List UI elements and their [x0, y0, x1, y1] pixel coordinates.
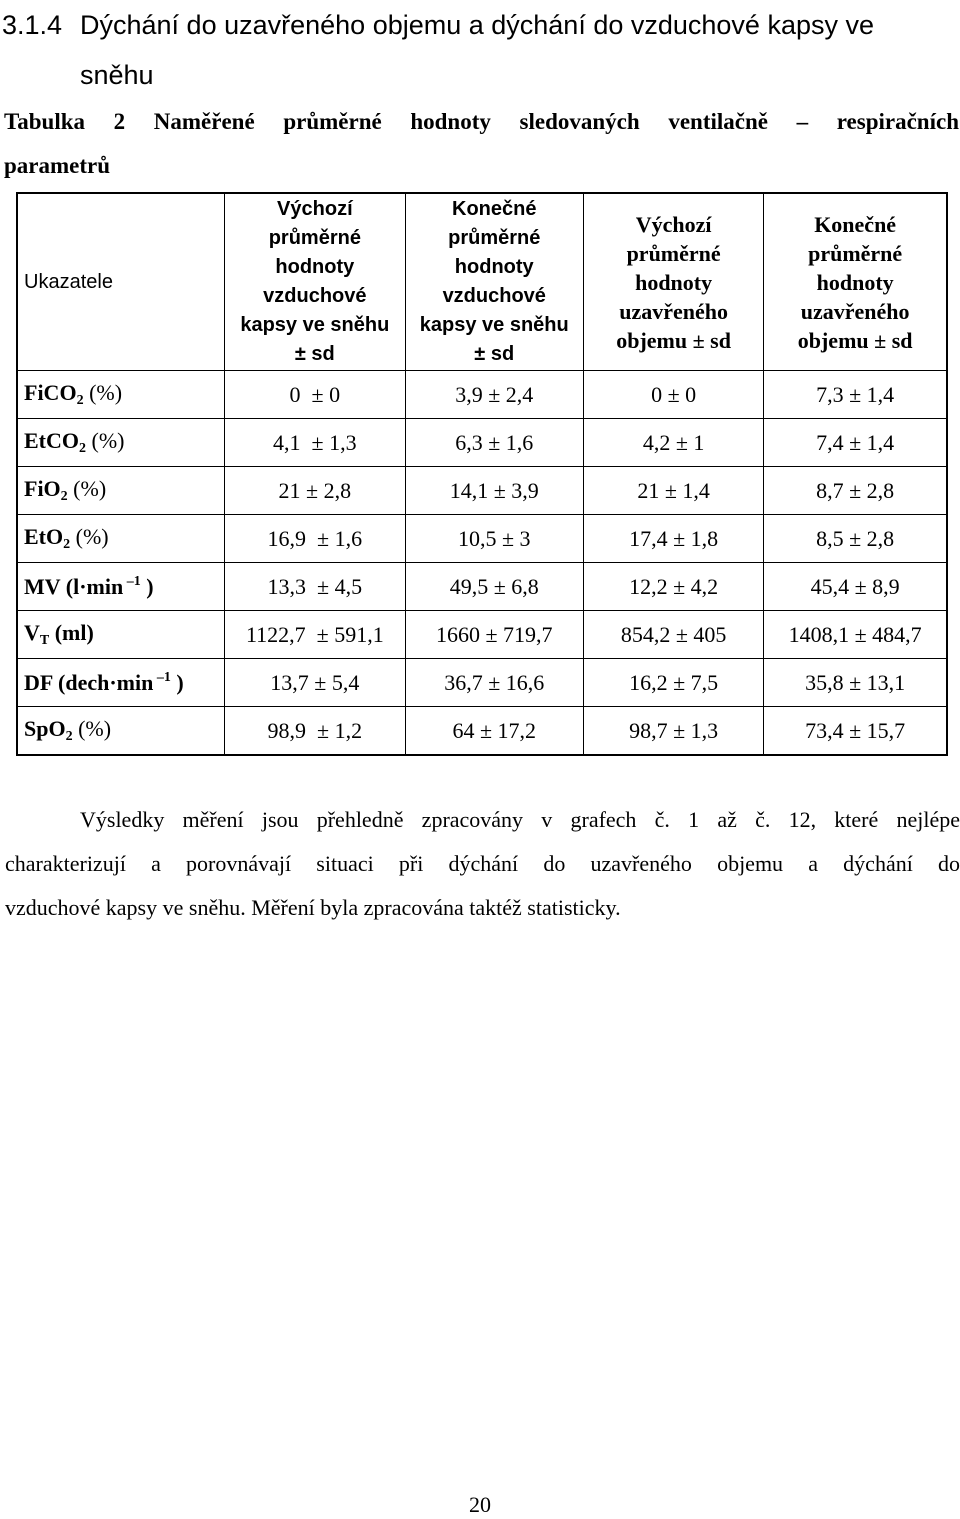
row-label-unit: (%) [70, 524, 109, 549]
row-label-main: EtO [24, 524, 64, 549]
row-label-main: V [24, 620, 40, 645]
table-cell: 14,1 ± 3,9 [405, 467, 583, 515]
table-header [17, 193, 947, 371]
table-cell: 8,7 ± 2,8 [764, 467, 947, 515]
row-label-cell [17, 515, 225, 563]
header-text-line: uzavřeného [800, 298, 910, 324]
table-cell: 0 ± 0 [583, 371, 763, 419]
table-cell: 16,2 ± 7,5 [583, 659, 763, 707]
table-cell: 45,4 ± 8,9 [764, 563, 947, 611]
row-label-superscript: –1 [153, 669, 171, 685]
row-label-cell [17, 563, 225, 611]
table-row [17, 563, 947, 611]
table-cell: 13,3 ± 4,5 [225, 563, 405, 611]
row-label-unit: (%) [83, 380, 123, 405]
header-text-line: vzduchové [263, 285, 367, 307]
table-cell: 7,4 ± 1,4 [764, 419, 947, 467]
section-title-line1: Dýchání do uzavřeného objemu a dýchání do vzduchové kapsy ve [80, 10, 874, 40]
table-row [17, 659, 947, 707]
row-label-unit: (%) [86, 428, 125, 453]
header-text-line: Výchozí [277, 198, 353, 220]
header-text-line: kapsy ve sněhu [240, 314, 390, 336]
row-label-suffix: ) [170, 669, 184, 695]
header-text-line: Konečné [452, 198, 537, 220]
header-text-line: průměrné [448, 227, 541, 249]
header-text-line: kapsy ve sněhu [419, 314, 569, 336]
table-cell: 98,7 ± 1,3 [583, 707, 763, 756]
row-label-main: EtCO [24, 428, 79, 453]
header-text-line: hodnoty [275, 256, 355, 278]
table-body [17, 371, 947, 756]
caption-word: – [796, 109, 809, 134]
header-text-line: hodnoty [816, 269, 894, 295]
table-cell: 35,8 ± 13,1 [764, 659, 947, 707]
table-cell: 3,9 ± 2,4 [405, 371, 583, 419]
row-label-main: FiCO [24, 380, 77, 405]
table-header-row [17, 193, 947, 371]
table-caption-line2: parametrů [4, 153, 111, 178]
section-title-line2: sněhu [80, 60, 154, 90]
header-text-line: Konečné [814, 211, 897, 237]
header-text-line: průměrné [626, 240, 721, 266]
row-label-main: MV (l·min [24, 573, 124, 599]
paragraph-line: vzduchové kapsy ve sněhu. Měření byla zpracována taktéž statisticky. [5, 895, 621, 920]
caption-word: Tabulka [4, 109, 85, 134]
table-row [17, 707, 947, 756]
section-heading [2, 0, 952, 100]
table-cell: 21 ± 2,8 [225, 467, 405, 515]
row-label-cell [17, 611, 225, 659]
table-cell: 4,2 ± 1 [583, 419, 763, 467]
row-label-suffix: (ml) [49, 620, 94, 645]
header-cell-closed-initial [583, 193, 763, 371]
table-cell: 98,9 ± 1,2 [225, 707, 405, 756]
section-number: 3.1.4 [2, 10, 63, 40]
caption-word: sledovaných [519, 109, 640, 134]
paragraph-line: Výsledky měření jsou přehledně zpracovány v grafech č. 1 až č. 12, které nejlépe [80, 807, 960, 832]
row-label-subscript: 2 [76, 393, 84, 408]
table-caption [4, 100, 959, 188]
table-cell: 73,4 ± 15,7 [764, 707, 947, 756]
caption-word: ventilačně [668, 109, 768, 134]
header-cell-closed-final [764, 193, 947, 371]
row-label-suffix: ) [140, 573, 154, 599]
header-text-line: ± sd [294, 343, 335, 365]
caption-word: průměrné [283, 109, 382, 134]
row-label-subscript: T [39, 633, 50, 648]
table-cell: 21 ± 1,4 [583, 467, 763, 515]
table-cell: 13,7 ± 5,4 [225, 659, 405, 707]
header-text-line: vzduchové [442, 285, 546, 307]
table-row [17, 467, 947, 515]
row-label-cell [17, 419, 225, 467]
row-label-main: SpO [24, 716, 66, 741]
row-label-subscript: 2 [79, 441, 86, 456]
table-row [17, 515, 947, 563]
header-text-line: hodnoty [454, 256, 534, 278]
measurement-table [16, 192, 948, 756]
header-text-line: průměrné [268, 227, 361, 249]
row-label-unit: (%) [72, 716, 112, 741]
page-number: 20 [469, 1492, 491, 1517]
table-cell: 1122,7 ± 591,1 [225, 611, 405, 659]
table-row [17, 611, 947, 659]
header-cell-indicators [17, 193, 225, 371]
header-text-line: hodnoty [635, 269, 713, 295]
row-label-cell [17, 371, 225, 419]
row-label-main: DF (dech·min [24, 669, 154, 695]
row-label-cell [17, 467, 225, 515]
table-cell: 6,3 ± 1,6 [405, 419, 583, 467]
row-label-cell [17, 707, 225, 756]
table-cell: 49,5 ± 6,8 [405, 563, 583, 611]
header-cell-snow-final [405, 193, 583, 371]
row-label-subscript: 2 [63, 537, 71, 552]
table-cell: 36,7 ± 16,6 [405, 659, 583, 707]
table-caption-line1 [4, 100, 959, 144]
row-label-subscript: 2 [65, 729, 73, 744]
results-paragraph [5, 798, 960, 930]
table-cell: 854,2 ± 405 [583, 611, 763, 659]
table-cell: 4,1 ± 1,3 [225, 419, 405, 467]
table-cell: 16,9 ± 1,6 [225, 515, 405, 563]
table-cell: 7,3 ± 1,4 [764, 371, 947, 419]
table-cell: 1408,1 ± 484,7 [764, 611, 947, 659]
row-label-cell [17, 659, 225, 707]
row-label-main: FiO [24, 476, 61, 501]
header-text-line: Výchozí [635, 211, 712, 237]
table-row [17, 419, 947, 467]
row-label-subscript: 2 [60, 489, 68, 504]
table-row [17, 371, 947, 419]
caption-word: hodnoty [410, 109, 491, 134]
table-cell: 1660 ± 719,7 [405, 611, 583, 659]
caption-word: 2 [113, 109, 126, 134]
row-label-unit: (%) [67, 476, 107, 501]
header-text-line: uzavřeného [619, 298, 728, 324]
table-cell: 0 ± 0 [225, 371, 405, 419]
header-text-line: průměrné [808, 240, 903, 266]
header-text-line: objemu ± sd [616, 327, 731, 353]
header-text-line: Ukazatele [24, 270, 113, 293]
table-cell: 8,5 ± 2,8 [764, 515, 947, 563]
table-cell: 17,4 ± 1,8 [583, 515, 763, 563]
table-cell: 10,5 ± 3 [405, 515, 583, 563]
paragraph-line: charakterizují a porovnávají situaci při dýchání do uzavřeného objemu a dýchání do [5, 851, 960, 876]
header-text-line: ± sd [474, 343, 515, 365]
header-cell-snow-initial [225, 193, 405, 371]
caption-word: respiračních [836, 109, 959, 134]
row-label-superscript: –1 [123, 573, 141, 589]
table-cell: 12,2 ± 4,2 [583, 563, 763, 611]
caption-word: Naměřené [153, 109, 255, 134]
header-text-line: objemu ± sd [797, 327, 913, 353]
table-cell: 64 ± 17,2 [405, 707, 583, 756]
